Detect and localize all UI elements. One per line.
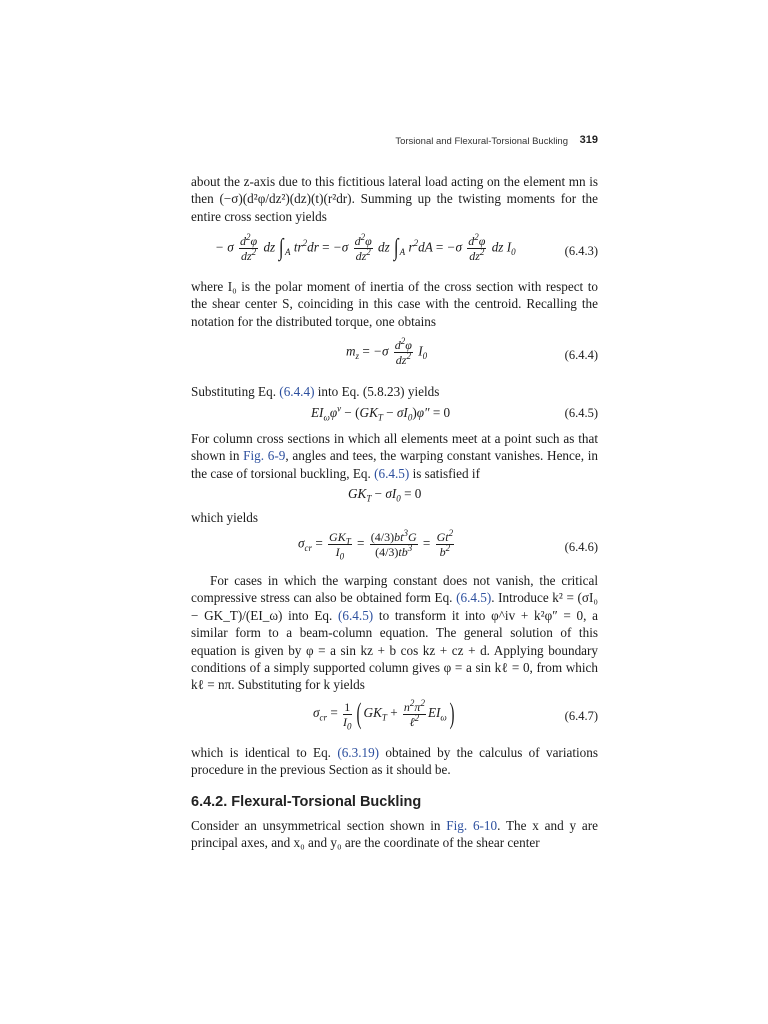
equation-link[interactable]: (6.4.4) xyxy=(279,384,315,399)
equation-number: (6.4.3) xyxy=(564,244,598,258)
running-title: Torsional and Flexural-Torsional Buckling xyxy=(395,136,568,147)
figure-link[interactable]: Fig. 6-10 xyxy=(446,818,498,833)
equation-link[interactable]: (6.4.5) xyxy=(456,590,492,606)
text-run: . Introduce k² = (σI₀ − GK_T)/(EI_ω) into Eq. xyxy=(191,590,598,623)
equation-6-4-4-body: $m_z = -\sigma$ $\frac{d^2\varphi}{dz^2}$ $I_0$ xyxy=(346,336,428,367)
equation-6-4-5-body: $EI_\omega\varphi^v - (GK_T - \sigma I_0)\varphi'' = 0$ xyxy=(311,403,451,423)
equation-6-4-7-body: $\sigma_{cr}$ = $\frac{1}{I_0}$ ( $GK_T$ + $\frac{n^2\pi^2}{\ell^2}$ $EI_\omega$) xyxy=(313,697,455,731)
text-run: For cases in which the warping constant does not vanish, the critical compressive stress can also be obtained form Eq. xyxy=(191,573,598,606)
equation-torsional-condition-body: $GK_T - \sigma I_0 = 0$ xyxy=(348,486,422,504)
equation-number: (6.4.7) xyxy=(564,709,598,723)
equation-link[interactable]: (6.4.5) xyxy=(374,465,410,481)
paragraph-6 xyxy=(191,572,598,694)
paragraph-3 xyxy=(191,383,598,400)
section-heading: 6.4.2. Flexural-Torsional Buckling xyxy=(191,794,422,810)
paragraph-7 xyxy=(191,744,598,779)
equation-number: (6.4.6) xyxy=(564,540,598,554)
paragraph-1: about the z-axis due to this fictitious lateral load acting on the element mn is then (−σ)(d²φ/dz²)(dz)(t)(r²dr). Summing up the twisting moments for the entire cross section yields xyxy=(191,174,598,224)
running-header xyxy=(191,134,598,150)
paragraph-4 xyxy=(191,430,598,482)
text-run: Consider an unsymmetrical section shown in xyxy=(191,818,447,833)
text-run: . The x and y are principal axes, and x₀ and y₀ are the coordinate of the shear center xyxy=(191,818,598,851)
figure-link[interactable]: Fig. 6-9 xyxy=(243,448,286,464)
equation-6-4-6 xyxy=(191,530,598,570)
equation-6-4-7 xyxy=(191,697,598,737)
equation-6-4-5 xyxy=(191,405,598,425)
paragraph-8 xyxy=(191,817,598,852)
text-run: is satisfied if xyxy=(409,465,480,481)
paragraph-5: which yields xyxy=(191,510,259,525)
text-run: obtained by the calculus of variations procedure in the previous Section as it should be. xyxy=(191,745,598,778)
text-run: Substituting Eq. xyxy=(191,384,280,399)
equation-6-4-4 xyxy=(191,338,598,378)
text-run: For column cross sections in which all elements meet at a point such as that shown in xyxy=(191,431,598,464)
equation-6-4-6-body: $\sigma_{cr}$ = $\frac{GK_T}{I_0}$ = $\frac{(4/3)bt^3G}{(4/3)tb^3}$ = $\frac{Gt^2}{b^2}$ xyxy=(298,528,454,562)
equation-6-4-3-body: − σ $\frac{d^2\varphi}{dz^2}$ dz $\int_A$ $tr^2dr = -\sigma$ $\frac{d^2\varphi}{dz^2}$ dz $\int_A$ $r^2dA = -\sigma$ $\frac{d^2\varphi}{dz^2}$ dz $I_0$ xyxy=(215,232,516,263)
equation-6-4-3 xyxy=(191,234,598,274)
equation-torsional-condition xyxy=(191,486,598,506)
text-run: , angles and tees, the warping constant vanishes. Hence, in the case of torsional buckling, Eq. xyxy=(191,448,599,481)
text-run: to transform it into φ^iv + k²φ″ = 0, a similar form to a beam-column equation. The general solution of this equation is given by φ = a sin kz + b cos kz + cz + d. Applying boundary conditions of a simply supported column gives φ = a sin kℓ = 0, from which kℓ = nπ. Substituting for k yields xyxy=(191,607,599,693)
equation-link[interactable]: (6.3.19) xyxy=(337,745,380,760)
text-run: which is identical to Eq. xyxy=(191,745,338,760)
text-run: into Eq. (5.8.23) yields xyxy=(314,384,440,399)
page-number: 319 xyxy=(579,134,598,146)
equation-number: (6.4.5) xyxy=(564,406,598,420)
paragraph-2: where I₀ is the polar moment of inertia of the cross section with respect to the shear center S, coinciding in this case with the centroid. Recalling the notation for the distributed torque, one obtains xyxy=(191,279,598,329)
equation-number: (6.4.4) xyxy=(564,348,598,362)
equation-link[interactable]: (6.4.5) xyxy=(338,607,374,623)
